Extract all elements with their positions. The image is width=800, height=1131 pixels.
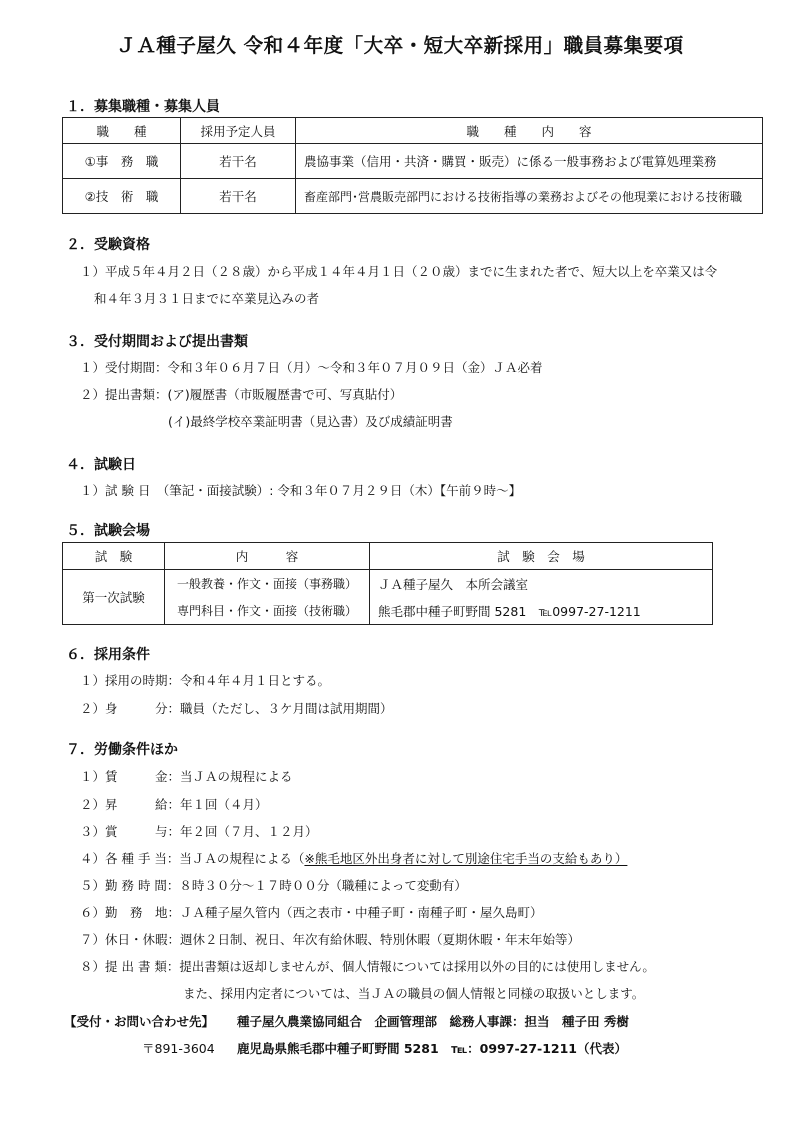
table-header-row [63,118,763,144]
section-3-heading: ３．受付期間および提出書類 [66,334,248,350]
table-row [63,144,763,179]
recruitment-table [62,117,763,214]
condition-wage: １）賃 金：当ＪＡの規程による [80,769,293,784]
section-7-heading: ７．労働条件ほか [66,742,178,758]
application-period: １）受付期間：令和３年０６月７日（月）～令和３年０７月０９日（金）ＪＡ必着 [80,360,543,375]
header-venue: 試 験 会 場 [370,543,713,570]
venue-address: 熊毛郡中種子町野間 5281 ℡0997-27-1211 [370,597,713,625]
condition-raise: ２）昇 給：年１回（４月） [80,797,268,812]
job-content: 畜産部門･営農販売部門における技術指導の業務およびその他現業における技術職 [296,179,763,214]
header-job: 職 種 [63,118,181,144]
venue-name: ＪＡ種子屋久 本所会議室 [370,570,713,598]
job-count: 若干名 [181,144,296,179]
header-exam: 試 験 [63,543,165,570]
eligibility-line-2: 和４年３月３１日までに卒業見込みの者 [94,291,320,306]
condition-bonus: ３）賞 与：年２回（７月、１２月） [80,824,318,839]
exam-content: 一般教養・作文・面接（事務職） [165,570,370,598]
condition-documents: ８）提 出 書 類：提出書類は返却しませんが、個人情報については採用以外の目的には使用しません。 [80,959,655,974]
condition-allowance [80,849,627,867]
section-6-heading: ６．採用条件 [66,647,150,663]
eligibility-line-1: １）平成５年４月２日（２８歳）から平成１４年４月１日（２０歳）までに生まれた者で、短大以上を卒業又は令 [80,264,718,279]
job-name: ②技 術 職 [63,179,181,214]
allowance-text: ４）各 種 手 当：当ＪＡの規程による（ [80,851,305,866]
condition-holidays: ７）休日・休暇：週休２日制、祝日、年次有給休暇、特別休暇（夏期休暇・年末年始等） [80,932,581,947]
table-row [63,570,713,598]
page-title: ＪＡ種子屋久 令和４年度「大卒・短大卒新採用」職員募集要項 [116,34,684,57]
exam-date: １）試 験 日 （筆記・面接試験）: 令和３年０７月２９日（木）【午前９時～】 [80,483,522,498]
contact-label: 【受付・お問い合わせ先】 [64,1014,215,1029]
section-2-heading: ２．受験資格 [66,237,150,253]
condition-hours: ５）勤 務 時 間：８時３０分～１７時００分（職種によって変動有） [80,878,467,893]
documents-line-1: ２）提出書類：(ア)履歴書（市販履歴書で可、写真貼付） [80,387,403,402]
contact-postal-code: 〒891-3604 [142,1041,215,1056]
hiring-date: １）採用の時期：令和４年４月１日とする。 [80,673,331,688]
section-1-heading: １．募集職種・募集人員 [66,99,220,115]
documents-line-2: (イ)最終学校卒業証明書（見込書）及び成績証明書 [168,414,453,429]
section-5-heading: ５．試験会場 [66,523,150,539]
condition-location: ６）勤 務 地：ＪＡ種子屋久管内（西之表市・中種子町・南種子町・屋久島町） [80,905,543,920]
header-count: 採用予定人員 [181,118,296,144]
job-content: 農協事業（信用・共済・購買・販売）に係る一般事務および電算処理業務 [296,144,763,179]
contact-address: 鹿児島県熊毛郡中種子町野間 5281 ℡：0997-27-1211（代表） [237,1041,628,1056]
job-name: ①事 務 職 [63,144,181,179]
table-row [63,179,763,214]
job-count: 若干名 [181,179,296,214]
employment-status: ２）身 分：職員（ただし、３ケ月間は試用期間） [80,701,393,716]
header-content: 職 種 内 容 [296,118,763,144]
contact-organization: 種子屋久農業協同組合 企画管理部 総務人事課：担当 種子田 秀樹 [237,1014,629,1029]
exam-stage: 第一次試験 [63,570,165,625]
exam-content: 専門科目・作文・面接（技術職） [165,597,370,625]
table-header-row [63,543,713,570]
condition-documents-note: また、採用内定者については、当ＪＡの職員の個人情報と同様の取扱いとします。 [183,986,645,1001]
exam-venue-table [62,542,713,625]
header-exam-content: 内 容 [165,543,370,570]
section-4-heading: ４．試験日 [66,457,136,473]
housing-allowance-note: ※熊毛地区外出身者に対して別途住宅手当の支給もあり） [304,851,628,866]
